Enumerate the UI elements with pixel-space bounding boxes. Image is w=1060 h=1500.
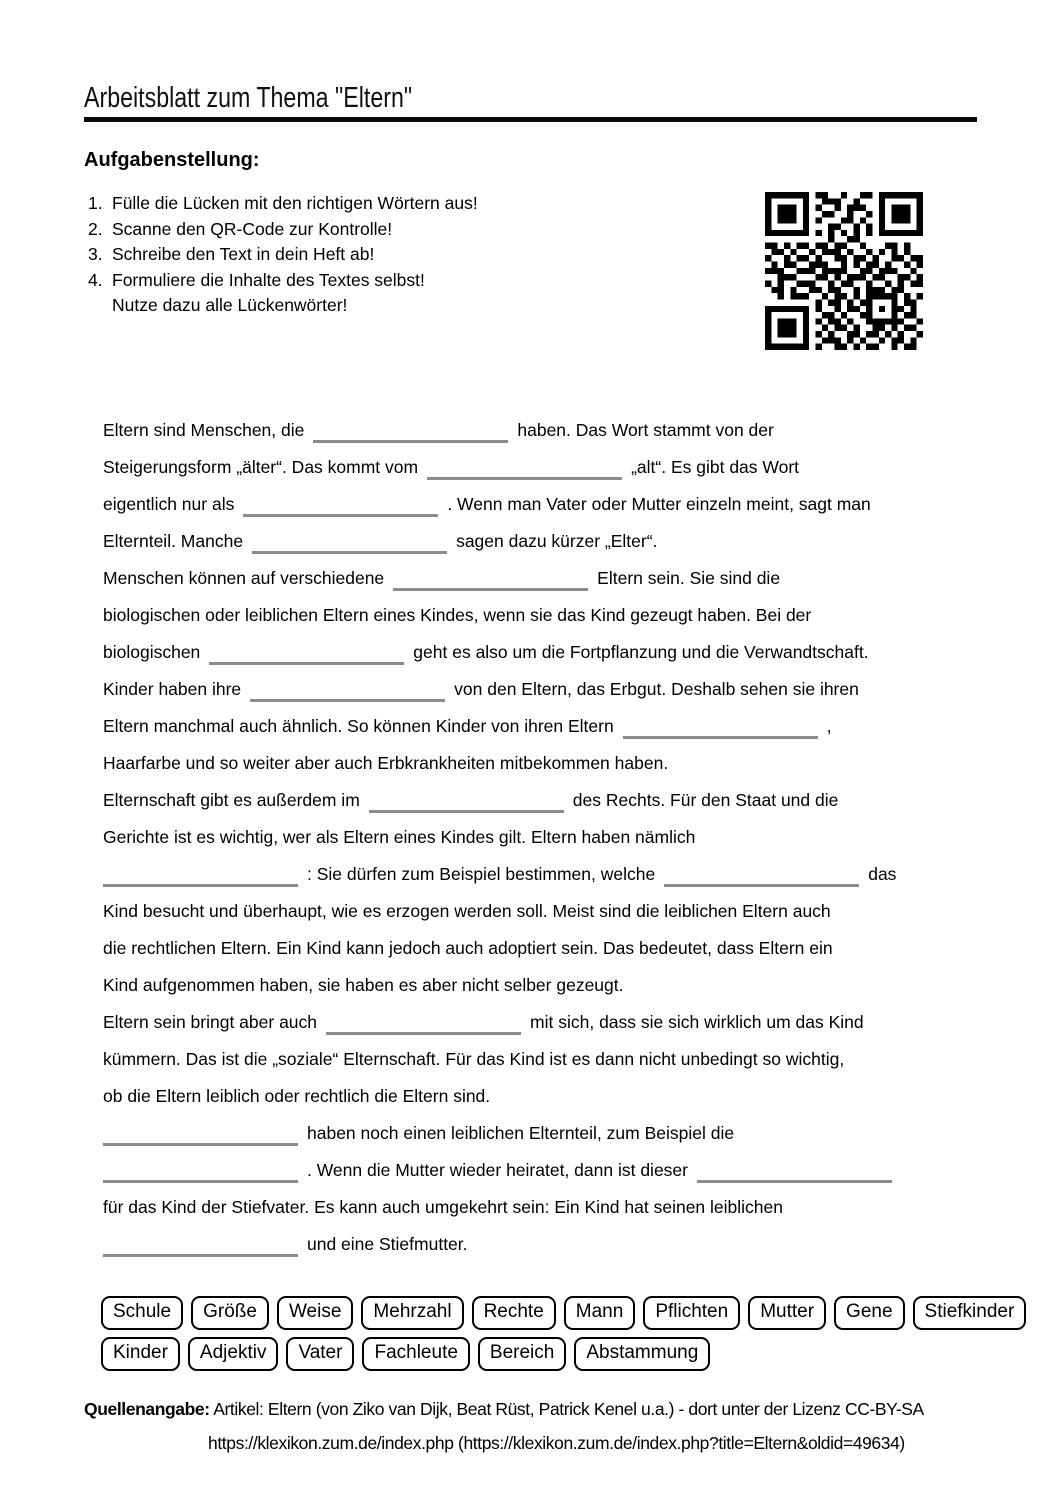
blank-line [623,712,818,739]
task-number: 2. [88,218,103,239]
task-number: 3. [88,244,103,264]
cloze-line [103,523,896,560]
page-title: Arbeitsblatt zum Thema "Eltern" [84,82,413,114]
word-chip: Stiefkinder [913,1296,1027,1330]
task-text: Schreibe den Text in dein Heft ab! [112,244,375,264]
cloze-line [103,1152,896,1189]
task-note: Nutze dazu alle Lückenwörter! [112,295,348,315]
cloze-line [103,819,896,856]
word-chip: Rechte [472,1296,556,1330]
blank-line [103,1119,298,1146]
blank-line [252,527,447,554]
cloze-segment: geht es also um die Fortpflanzung und die Verwandtschaft. [413,642,869,662]
word-chip: Kinder [101,1337,180,1371]
title-divider [84,117,977,122]
cloze-line [103,1041,896,1078]
cloze-line [103,930,896,967]
cloze-line [103,782,896,819]
blank-line [664,860,859,887]
cloze-segment: . Wenn die Mutter wieder heiratet, dann ist dieser [307,1160,688,1180]
cloze-segment: Eltern sein. Sie sind die [597,568,781,588]
cloze-segment: Kind aufgenommen haben, sie haben es aber nicht selber gezeugt. [103,975,624,995]
cloze-segment: Eltern sind Menschen, die [103,420,305,440]
cloze-segment: ob die Eltern leiblich oder rechtlich die Eltern sind. [103,1086,491,1106]
cloze-segment: Eltern sein bringt aber auch [103,1012,318,1032]
word-chip: Bereich [478,1337,566,1371]
word-chip: Weise [277,1296,353,1330]
word-chip: Größe [191,1296,269,1330]
source-note [84,1392,984,1460]
cloze-segment: Menschen können auf verschiedene [103,568,385,588]
cloze-line [103,967,896,1004]
word-chip: Schule [101,1296,183,1330]
word-bank-row [101,1337,1026,1371]
blank-line [393,564,588,591]
cloze-line [103,597,896,634]
blank-line [103,860,298,887]
word-bank-row [101,1296,1026,1330]
blank-line [250,675,445,702]
qr-code [765,192,923,350]
blank-line [369,786,564,813]
cloze-line [103,856,896,893]
cloze-line [103,1115,896,1152]
cloze-segment: . Wenn man Vater oder Mutter einzeln meint, sagt man [447,494,871,514]
word-chip: Adjektiv [188,1337,279,1371]
cloze-segment: die rechtlichen Eltern. Ein Kind kann jedoch auch adoptiert sein. Das bedeutet, dass Eltern ein [103,938,833,958]
task-text: Fülle die Lücken mit den richtigen Wörtern aus! [112,193,478,213]
source-line-1 [84,1392,984,1426]
task-list [88,191,478,319]
task-item [88,217,478,243]
cloze-segment: biologischen [103,642,201,662]
cloze-line [103,634,896,671]
cloze-segment: Eltern manchmal auch ähnlich. So können Kinder von ihren Eltern [103,716,614,736]
cloze-segment: : Sie dürfen zum Beispiel bestimmen, welche [307,864,656,884]
cloze-segment: Elternteil. Manche [103,531,244,551]
task-number: 1. [88,193,103,213]
task-text: Formuliere die Inhalte des Textes selbst! [112,269,425,290]
cloze-segment: eigentlich nur als [103,494,235,514]
cloze-segment: das [868,864,897,884]
word-bank [101,1296,1026,1378]
cloze-segment: Gerichte ist es wichtig, wer als Eltern eines Kindes gilt. Eltern haben nämlich [103,827,696,847]
cloze-segment: und eine Stiefmutter. [307,1234,468,1254]
cloze-segment: Kinder haben ihre [103,679,242,699]
cloze-line [103,1004,896,1041]
cloze-segment: mit sich, dass sie sich wirklich um das Kind [530,1012,864,1032]
cloze-segment: Haarfarbe und so weiter aber auch Erbkrankheiten mitbekommen haben. [103,753,669,773]
word-chip: Mutter [748,1296,826,1330]
cloze-segment: kümmern. Das ist die „soziale“ Elternschaft. Für das Kind ist es dann nicht unbedingt so wichtig, [103,1049,845,1069]
word-chip: Fachleute [362,1337,469,1371]
cloze-line [103,708,896,745]
cloze-segment: Kind besucht und überhaupt, wie es erzogen werden soll. Meist sind die leiblichen Eltern auch [103,901,831,921]
cloze-text [103,412,896,1263]
cloze-segment: haben. Das Wort stammt von der [517,420,774,440]
cloze-segment: „alt“. Es gibt das Wort [631,457,800,477]
cloze-segment: , [826,716,832,736]
cloze-line [103,745,896,782]
cloze-line [103,893,896,930]
task-item [88,242,478,268]
word-chip: Gene [834,1296,904,1330]
cloze-segment: biologischen oder leiblichen Eltern eines Kindes, wenn sie das Kind gezeugt haben. Bei der [103,605,812,625]
cloze-line [103,1078,896,1115]
cloze-segment: sagen dazu kürzer „Elter“. [456,531,658,551]
cloze-line [103,560,896,597]
cloze-line [103,1226,896,1263]
cloze-segment: des Rechts. Für den Staat und die [572,790,839,810]
word-chip: Mehrzahl [361,1296,463,1330]
blank-line [103,1156,298,1183]
source-attribution: Artikel: Eltern (von Ziko van Dijk, Beat Rüst, Patrick Kenel u.a.) - dort unter der Lizenz CC-BY-SA [213,1399,924,1419]
cloze-segment: für das Kind der Stiefvater. Es kann auch umgekehrt sein: Ein Kind hat seinen leiblichen [103,1197,783,1217]
source-url: https://klexikon.zum.de/index.php (https://klexikon.zum.de/index.php?title=Eltern&oldid=49634) [208,1433,905,1453]
word-chip: Pflichten [643,1296,740,1330]
task-item [88,191,478,217]
blank-line [326,1008,521,1035]
cloze-line [103,486,896,523]
cloze-segment: Steigerungsform „älter“. Das kommt vom [103,457,419,477]
word-chip: Abstammung [574,1337,710,1371]
cloze-segment: von den Eltern, das Erbgut. Deshalb sehen sie ihren [454,679,859,699]
blank-line [313,416,508,443]
blank-line [243,490,438,517]
word-chip: Mann [564,1296,636,1330]
cloze-line [103,412,896,449]
tasks-heading: Aufgabenstellung: [84,149,260,171]
cloze-line [103,671,896,708]
blank-line [427,453,622,480]
cloze-line [103,449,896,486]
source-label: Quellenangabe: [84,1399,210,1419]
cloze-segment: haben noch einen leiblichen Elternteil, zum Beispiel die [307,1123,735,1143]
task-item [88,268,478,294]
cloze-line [103,1189,896,1226]
word-chip: Vater [286,1337,354,1371]
task-text: Scanne den QR-Code zur Kontrolle! [112,218,393,239]
cloze-segment: Elternschaft gibt es außerdem im [103,790,360,810]
task-number: 4. [88,269,103,290]
blank-line [697,1156,892,1183]
blank-line [209,638,404,665]
blank-line [103,1230,298,1257]
